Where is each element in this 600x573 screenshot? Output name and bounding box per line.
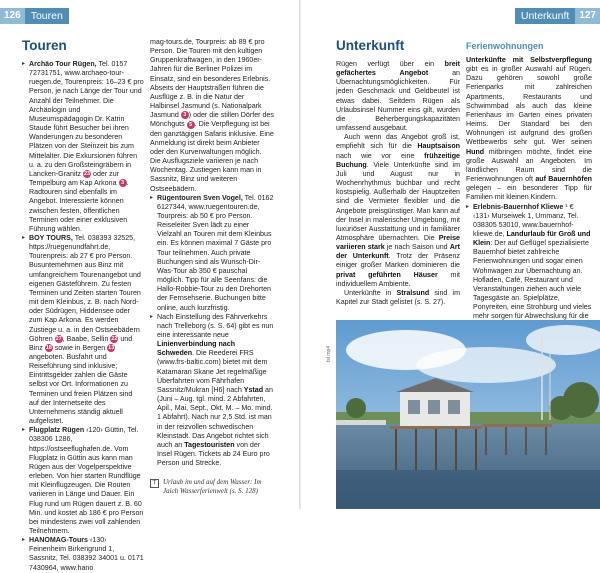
unterkunft-paragraph: Auch wenn das Angebot groß ist, empfiehlt sich für die Hauptsaison nach wie vor eine frühzeitige Buchung. Viele Unterkünfte sind im Juli und August nur in Wochenrhythmus buchbar und recht kostspielig. Außerhalb der Hauptzeiten sind die Vermieter flexibler und die Angebote preisgünstiger. Man kann auf der Insel in malerischer Umgebung, mit luxuriöser Ausstattung und in familiärer Atmosphäre übernachten. Die Preise variieren stark je nach Saison und Art der Unterkunft. Trotz der Präsenz einiger großer Marken dominieren die privat geführten Häuser mit individuellem Ambiente. [336,133,460,288]
right-page-number: 127 [575,8,600,24]
list-item-bauernhof-kliewe: ▸ Erlebnis-Bauernhof Kliewe ¹ € ‹131› Murseiwek 1, Ummanz, Tel. 038305 53010, www.bauernhof-kliewe.de, Landurlaub für Groß und Klein: Der auf Geflügel spezialisierte Bauernhof bietet zahlreiche Ferienwohnungen und sogar einen Wohnwagen zur Übernachtung an. Hofladen, Café, Restaurant und Veranstaltungen ziehen auch viele Tagesgäste an. Spielplätze, Ponyreiten, eine Strohburg und vieles mehr sorgen für Abwechslung für die [466,203,592,331]
unterkunft-column-1 [336,38,460,307]
map-badge: 18 [45,344,52,351]
list-item-hanomag: ▸ HANOMAG-Tours ‹130› Feinenheim Birkengrund 1, Sassnitz, Tel. 038392 34001 u. 0171 7430964, www.hano [22,536,144,573]
right-page-header [515,8,600,24]
unterkunft-paragraph: Unterkünfte in Stralsund sind im Kapitel zur Stadt gelistet (s. S. 27). [336,288,460,307]
map-badge: 13 [108,344,115,351]
map-badge: 27 [55,335,62,342]
touren-column-1 [22,38,144,573]
ferienwohnungen-subtitle: Ferienwohnungen [466,41,544,51]
hanomag-continued: mag-tours.de, Tourpreis: ab 89 € pro Person. Die Touren mit den kultigen Gruppenkraftwagen, in den 1960er-Jahren für die Berliner Polizei im Einsatz, sind ein besonderes Erlebnis. Abseits der Hauptstraßen führen die Ausflüge z. B. in die Natur der Halbinsel Jasmund (s. Nationalpark Jasmund 3 ) oder die stillen Dörfer des Mönchguts 5 . Die Verpflegung ist bei den ganztägigen Safaris inklusive. Eine Anmeldung ist direkt beim Anbieter oder den Kurverwaltungen möglich. Die Ausflugsziele variieren je nach Wochentag. Zustiegen kann man in Sassnitz, Binz und weiteren Ostseebädern. [150,38,274,193]
map-badge: 3 [181,111,189,119]
left-header-label: Touren [25,8,69,24]
photo-credit: tsl.mp4 [326,345,332,362]
unterkunft-title: Unterkunft [336,38,405,53]
tip-text: Urlaub im und auf dem Wasser: Im Jaich Wasserferienwelt (s. S. 128) [163,478,262,496]
list-item-flugplatz: ▸ Flugplatz Rügen ‹120› Güttin, Tel. 038306 1286, https://ostseeflughafen.de. Vom Flugplatz in Güttin aus kann man Rügen aus der Vogelperspektive erleben. Von hier starten Rundflüge mit Kleinflugzeugen. Die Routen variieren in Länge und Dauer. Ein Flug rund um Rügen dauert z. B. 60 Min. und kostet ab 186 € pro Person bei mindestens zwei voll zahlenden Teilnehmern. [22,426,144,536]
left-page-header [0,8,69,24]
tip-box-icon: T [150,479,159,488]
touren-title: Touren [22,38,67,53]
map-badge: 23 [83,171,91,177]
left-page [0,0,300,572]
touren-column-2 [150,38,274,496]
right-header-label: Unterkunft [515,8,575,24]
list-item-ruegentouren: ▸ Rügentouren Sven Vogel, Tel. 0162 6127344, www.ruegentouren.de, Tourpreis: ab 50 € pro Person. Reiseleiter Sven lädt zu einer Vielzahl an Touren mit dem Kleinbus ein. Es können maximal 7 Gäste pro Tour teilnehmen. Auch private Buchungen sind als Wunsch-Dir-Was-Tour ab 350 € pauschal möglich. Tipp für alle Seenfans: die Hallo-Robbie-Tour zu den Drehorten der Fernsehserie. Buchungen bitte online, auch kurzfristig. [150,194,274,313]
map-badge: 3 [119,179,127,187]
unterkunft-paragraph: Rügen verfügt über ein breit gefächertes Angebot an Übernachtungsmöglichkeiten. Für jeden Geschmack und Geldbeutel ist etwas dabei. Seitdem Rügen als Urlaubsinsel Nummer eins gilt, wurden die Beherbergungskapazitäten umfassend ausgebaut. [336,60,460,133]
list-item-schweden: ▸ Nach Einstellung des Fährverkehrs nach Trelleborg (s. S. 64) gibt es nun eine interessante neue Linienverbindung nach Schweden. Die Reederei FRS (www.frs-baltic.com) bietet mit dem Katamaran Skane Jet regelmäßige Überfahrten vom Fährhafen Sassnitz/Mukran [H6] nach Ystad an (Juni – Aug. tgl. mind. 2 Abfahrten, Apil., Mai, Sept., Okt. M. – Mo. mind. 1 Abfahrt). Nach nur 2,5 Std. ist man in der reizvollen schwedischen Kleinstadt. Das Angebot richtet sich auch an Tagestouristen von der Insel Rügen. Tickets ab 24 Euro pro Person und Strecke. [150,313,274,469]
stilt-houses-photo [336,320,600,509]
map-badge: 22 [111,335,118,342]
ferienwohnungen-intro: Unterkünfte mit Selbstverpflegung gibt es in großer Auswahl auf Rügen. Dazu gehören sowohl große Ferienparks mit zahlreichen Apartments, Restaurants und Schwimmbad als auch das kleine Ferienhaus im Garten eines privaten Heims. Der Standard bei den Wohnungen ist aufgrund des großen Wettbewerbs sehr gut. Wer seinen Hund mitbringen möchte, findet eine große Auswahl an Angeboten. Im ländlichen Raum sind die Ferienwohnungen oft auf Bauernhöfen gelegen – ein besonderer Tipp für Familien mit kleinen Kindern. [466,56,593,202]
map-badge: 5 [187,121,195,129]
list-item-boy-tours: ▸ BOY TOURS, Tel. 038393 32525, https://ruegenundfahrt.de, Tourenpreis: ab 27 € pro Person. Busuntemehmen aus Binz mit umfangreichem Tourenangebot und eigenen Gästeführern. Zu festen Terminen und Zeiten starten Touren mit dem Kleinbus, z. B. nach Nord- oder Südrügen, Hiddensee oder zum Kap Arkona. Es werden Zustiege u. a. in den Ostseebädern Göhren 27, Baabe, Sellin 22 und Binz 18 sowie in Bergen 13 angeboten. Busfahrt und Reiseführung sind inklusive; Eintrittsgelder zahlen die Gäste selbst vor Ort. Informationen zu Terminen und freien Plätzen sind auf der Internetseite des Unternehmens ständig aktuell aufgelistet. [22,234,144,426]
tip-box [150,478,274,496]
left-page-number: 126 [0,8,25,24]
stilt-houses-photo-art [336,320,600,509]
unterkunft-column-2 [466,40,592,331]
list-item-archaeo-tour: ▸ Archäo Tour Rügen, Tel. 0157 72731751, www.archaeo-tour-ruegen.de, Tourenpreis: 16–23 € pro Person, je nach Länge der Tour und Anzahl der Teilnehmer. Die Archäologin und Museumspädagogin Dr. Katrin Staude führt Besucher bei ihren Wanderungen zu besonderen Plätzen von der Steinzeit bis zum Mittelalter. Die Exkursionen führen u. a. zu den Großsteingräbern in Lancken-Granitz 23 oder zur Tempelburg am Kap Arkona 3 . Radtouren sind ebenfalls im Angebot. Interessierte können zwischen festen, öffentlichen Terminen oder einer exklusiven Führung wählen. [22,60,144,234]
